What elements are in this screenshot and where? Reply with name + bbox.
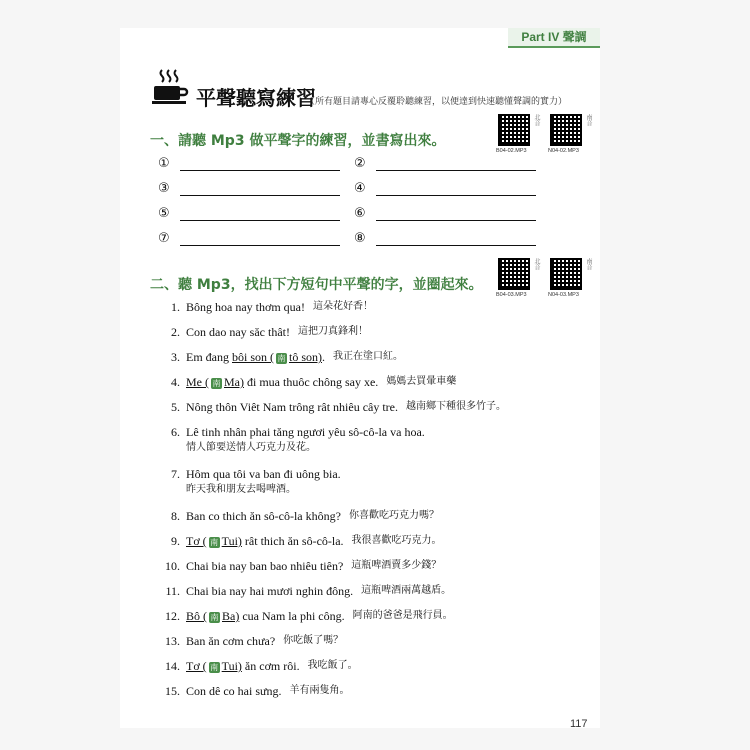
qr-north-label: 北音 [533,114,540,126]
answer-blank[interactable] [158,206,340,221]
qr-caption-n1: N04-02.MP3 [548,148,579,154]
section-header-tab: Part IV 聲調 [508,28,600,48]
blank-number: ⑥ [354,206,366,221]
blank-number: ③ [158,181,170,196]
qr-code [498,258,530,290]
list-item: 6. Lê tinh nhân phai tăng ngươi yêu sô-cô-la va hoa. 情人節要送情人巧克力及花。 [171,425,425,453]
answer-blank[interactable] [354,181,536,196]
blank-number: ① [158,156,170,171]
south-badge-icon: 南 [210,537,219,547]
page-subtitle: （所有題目請專心反覆聆聽練習，以便達到快速聽懂聲調的實力） [306,97,568,107]
list-item: 14. Tơ ( 南 Tui) ăn cơm rôi. 我吃飯了。 [165,659,358,673]
answer-blank[interactable] [158,231,340,246]
qr-caption-b1: B04-02.MP3 [496,148,527,154]
qr-code [550,258,582,290]
list-item: 15. Con dê co hai sưng. 羊有兩隻角。 [165,684,350,698]
list-item: 2. Con dao nay săc thât! 這把刀真鋒利！ [171,325,368,339]
qr-code [498,114,530,146]
answer-blank[interactable] [354,156,536,171]
blank-number: ⑦ [158,231,170,246]
qr-north-label: 北音 [533,258,540,270]
page-title: 平聲聽寫練習 [196,86,316,110]
list-item: 12. Bô ( 南 Ba) cua Nam la phi công. 阿南的爸爸是飛行員。 [165,609,453,623]
answer-blank[interactable] [354,231,536,246]
qr-south-label: 南音 [585,114,592,126]
blank-number: ④ [354,181,366,196]
blank-number: ② [354,156,366,171]
blank-number: ⑧ [354,231,366,246]
list-item: 1. Bông hoa nay thơm qua! 這朵花好香！ [171,300,373,314]
section-2-title: 二、聽 Mp3，找出下方短句中平聲的字，並圈起來。 [150,277,483,293]
answer-blank[interactable] [354,206,536,221]
list-item: 11. Chai bia nay hai mươi nghin đông. 這瓶啤酒兩萬越盾。 [165,584,452,598]
south-badge-icon: 南 [212,378,221,388]
list-item: 10. Chai bia nay ban bao nhiêu tiên? 這瓶啤酒賣多少錢？ [165,559,442,573]
list-item: 8. Ban co thich ăn sô-cô-la không? 你喜歡吃巧克力嗎？ [171,509,439,523]
list-item: 13. Ban ăn cơm chưa? 你吃飯了嗎？ [165,634,344,648]
list-item: 5. Nông thôn Viêt Nam trông rât nhiêu cây tre. 越南鄉下種很多竹子。 [171,400,507,414]
south-badge-icon: 南 [210,612,219,622]
qr-caption-b2: B04-03.MP3 [496,292,527,298]
list-item: 4. Me ( 南 Ma) đi mua thuôc chông say xe. 媽媽去買暈車藥 [171,375,457,389]
qr-south-label: 南音 [585,258,592,270]
sentence-list [158,300,588,709]
section-1-title: 一、請聽 Mp3 做平聲字的練習，並書寫出來。 [150,133,446,149]
south-badge-icon: 南 [277,353,286,363]
coffee-cup-icon [150,66,190,106]
south-badge-icon: 南 [210,662,219,672]
qr-caption-n2: N04-03.MP3 [548,292,579,298]
answer-blank[interactable] [158,156,340,171]
list-item: 3. Em đang bôi son ( 南 tô son). 我正在塗口紅。 [171,350,403,364]
blank-number: ⑤ [158,206,170,221]
qr-code [550,114,582,146]
page-number: 117 [570,718,588,730]
list-item: 9. Tơ ( 南 Tui) rât thich ăn sô-cô-la. 我很喜歡吃巧克力。 [171,534,442,548]
list-item: 7. Hôm qua tôi va ban đi uông bia. 昨天我和朋友去喝啤酒。 [171,467,341,495]
answer-blank[interactable] [158,181,340,196]
